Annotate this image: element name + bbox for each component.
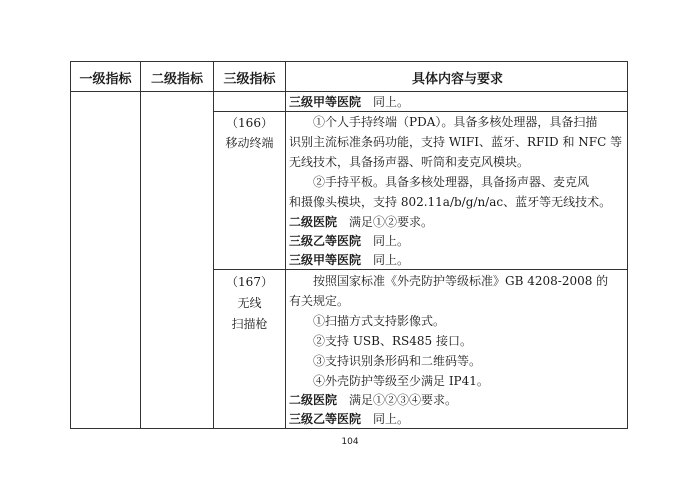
page-number: 104 (341, 437, 359, 447)
header-content: 具体内容与要求 (411, 71, 503, 87)
column-divider (140, 62, 141, 428)
indicator-name: 移动终端 (225, 136, 274, 150)
row-divider (213, 269, 627, 270)
header-level1: 一级指标 (79, 71, 132, 87)
content-line: 三级甲等医院 同上。 (289, 95, 410, 109)
content-line: 按照国家标准《外壳防护等级标准》GB 4208-2008 的 (289, 274, 609, 288)
content-line: ②支持 USB、RS485 接口。 (289, 334, 472, 348)
content-line: 二级医院 满足①②要求。 (289, 215, 434, 229)
content-line: ④外壳防护等级至少满足 IP41。 (289, 374, 489, 388)
content-line: 识别主流标准条码功能，支持 WIFI、蓝牙、RFID 和 NFC 等 (289, 135, 623, 149)
content-line: 和摄像头模块，支持 802.11a/b/g/n/ac、蓝牙等无线技术。 (289, 195, 612, 209)
content-line: 无线技术，具备扬声器、听筒和麦克风模块。 (289, 155, 530, 169)
content-line: ②手持平板。具备多核处理器，具备扬声器、麦克风 (289, 175, 590, 189)
content-line: ①扫描方式支持影像式。 (289, 314, 446, 328)
content-line: 三级乙等医院 同上。 (289, 234, 410, 248)
content-line: ③支持识别条形码和二维码等。 (289, 354, 482, 368)
indicator-name: 无线 (237, 296, 262, 310)
content-line: 三级甲等医院 同上。 (289, 253, 410, 267)
indicator-name: 扫描枪 (231, 317, 268, 331)
indicator-number: （166） (226, 116, 273, 130)
indicator-number: （167） (226, 275, 273, 289)
header-level2: 二级指标 (150, 71, 203, 87)
header-level3: 三级指标 (223, 71, 276, 87)
content-line: 二级医院 满足①②③④要求。 (289, 393, 458, 407)
content-line: 三级乙等医院 同上。 (289, 412, 410, 426)
requirements-table (70, 61, 628, 429)
content-line: ①个人手持终端（PDA）。具备多核处理器，具备扫描 (289, 115, 598, 129)
content-line: 有关规定。 (289, 294, 350, 308)
